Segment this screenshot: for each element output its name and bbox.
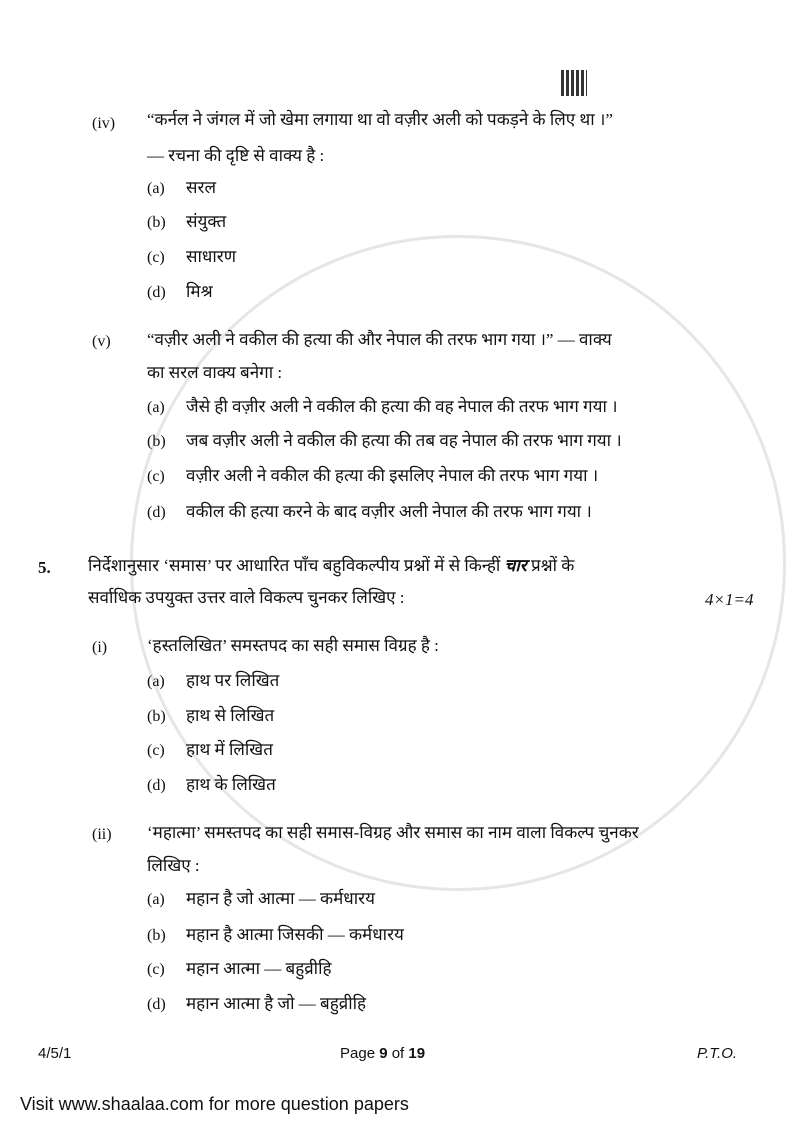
question-number: 5. [38,558,51,577]
option-text: महान है आत्मा जिसकी — कर्मधारय [186,925,404,944]
option-label: (b) [147,214,166,231]
option-label: (c) [147,961,165,978]
option-label: (c) [147,249,165,266]
option-label: (d) [147,777,166,794]
question-text-part: निर्देशानुसार ‘समास’ पर आधारित पाँच बहुविकल्पीय प्रश्नों में से किन्हीं [88,556,501,575]
option-label: (b) [147,927,166,944]
question-text: “कर्नल ने जंगल में जो खेमा लगाया था वो वज़ीर अली को पकड़ने के लिए था ।” [147,110,613,129]
question-text: ‘महात्मा’ समस्तपद का सही समास-विग्रह और समास का नाम वाला विकल्प चुनकर [147,823,639,842]
current-page: 9 [379,1045,388,1062]
question-number: (iv) [92,115,116,132]
page-number [340,1044,425,1064]
option-label: (d) [147,504,166,521]
marks: 4×1=4 [705,590,754,609]
option-text: संयुक्त [186,212,227,231]
option-text: जब वज़ीर अली ने वकील की हत्या की तब वह नेपाल की तरफ भाग गया । [186,431,622,450]
option-label: (a) [147,891,165,908]
question-number: (ii) [92,826,112,843]
question-number: (i) [92,639,108,656]
option-text: जैसे ही वज़ीर अली ने वकील की हत्या की वह नेपाल की तरफ भाग गया । [186,397,618,416]
pto: P.T.O. [697,1045,738,1062]
question-number: (v) [92,333,111,350]
question-text: सर्वाधिक उपयुक्त उत्तर वाले विकल्प चुनकर लिखिए : [88,588,405,607]
option-text: हाथ से लिखित [186,706,275,725]
question-text: ‘हस्तलिखित’ समस्तपद का सही समास विग्रह है : [147,636,439,655]
question-text: — रचना की दृष्टि से वाक्य है : [147,146,325,165]
question-text: लिखिए : [147,856,200,875]
question-text: “वज़ीर अली ने वकील की हत्या की और नेपाल की तरफ भाग गया ।” — वाक्य [147,330,612,349]
qr-code-icon [561,70,587,96]
option-text: वज़ीर अली ने वकील की हत्या की इसलिए नेपाल की तरफ भाग गया । [186,466,599,485]
option-label: (a) [147,399,165,416]
option-text: साधारण [186,247,236,266]
option-label: (d) [147,996,166,1013]
option-label: (b) [147,433,166,450]
total-pages: 19 [408,1045,426,1062]
option-text: मिश्र [186,282,213,301]
option-text: महान आत्मा — बहुव्रीहि [186,959,332,978]
option-text: महान है जो आत्मा — कर्मधारय [186,889,375,908]
option-text: हाथ पर लिखित [186,671,280,690]
visit-link[interactable]: Visit www.shaalaa.com for more question papers [20,1094,409,1114]
option-label: (b) [147,708,166,725]
option-label: (d) [147,284,166,301]
option-text: महान आत्मा है जो — बहुव्रीहि [186,994,367,1013]
question-text: का सरल वाक्य बनेगा : [147,363,283,382]
page-label: Page [340,1045,380,1062]
option-label: (a) [147,180,165,197]
option-text: हाथ के लिखित [186,775,276,794]
option-label: (c) [147,742,165,759]
paper-code: 4/5/1 [38,1045,72,1062]
option-text: सरल [186,178,216,197]
option-text: वकील की हत्या करने के बाद वज़ीर अली नेपाल की तरफ भाग गया । [186,502,592,521]
question-text-part: प्रश्नों के [530,556,575,575]
question-text [88,556,574,576]
option-label: (c) [147,468,165,485]
option-text: हाथ में लिखित [186,740,273,759]
option-label: (a) [147,673,165,690]
page-of: of [387,1045,409,1062]
emphasis-text: चार [504,556,527,575]
